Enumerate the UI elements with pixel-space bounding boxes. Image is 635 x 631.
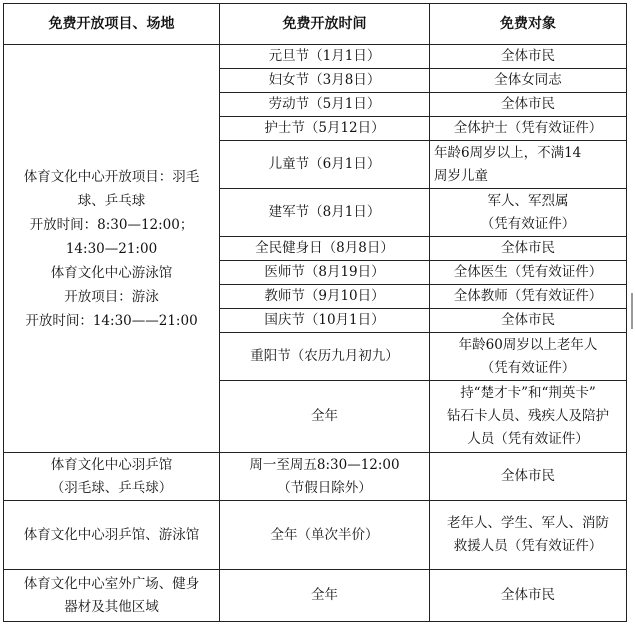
target-cell: 全体市民 [430, 45, 627, 69]
venue-cell [4, 453, 220, 501]
target-line: （凭有效证件） [480, 359, 576, 376]
time-cell [220, 453, 430, 501]
time-cell: 劳动节（5月1日） [220, 93, 430, 117]
time-cell: 元旦节（1月1日） [220, 45, 430, 69]
time-cell: 全年（单次半价） [220, 501, 430, 570]
venue-line: 开放项目：游泳 [64, 288, 159, 305]
time-cell: 全年 [220, 570, 430, 622]
target-cell: 全体教师（凭有效证件） [430, 285, 627, 309]
venue-line: 体育文化中心游泳馆 [50, 264, 173, 281]
target-cell: 全体医生（凭有效证件） [430, 261, 627, 285]
target-cell: 全体市民 [430, 237, 627, 261]
target-line: 军人、军烈属 [487, 192, 569, 209]
target-cell: 全体市民 [430, 453, 627, 501]
free-opening-table [3, 3, 627, 622]
target-line: 年龄6周岁以上，不满14 [434, 144, 582, 161]
target-line: 持“楚才卡”和“荆英卡” [460, 385, 596, 401]
venue-line: （羽毛球、乒乓球） [50, 479, 173, 496]
page-edge-mark [631, 293, 633, 329]
time-cell: 教师节（9月10日） [220, 285, 430, 309]
time-cell: 国庆节（10月1日） [220, 309, 430, 333]
venue-line: 体育文化中心羽乒馆 [50, 456, 173, 473]
venue-line: 球、乒乓球 [77, 192, 146, 209]
time-line: 周一至周五8:30—12:00 [249, 456, 400, 473]
time-cell: 护士节（5月12日） [220, 117, 430, 141]
time-cell: 医师节（8月19日） [220, 261, 430, 285]
header-time: 免费开放时间 [220, 4, 430, 45]
target-line: 年龄60周岁以上老年人 [458, 336, 598, 353]
table-row [4, 501, 627, 570]
target-cell [430, 189, 627, 237]
target-cell [430, 381, 627, 453]
header-row [4, 4, 627, 45]
venue-cell: 体育文化中心羽乒馆、游泳馆 [4, 501, 220, 570]
time-cell: 建军节（8月1日） [220, 189, 430, 237]
venue-line: 开放时间：8:30—12:00； [29, 216, 194, 233]
target-line: 周岁儿童 [434, 167, 488, 184]
venue-cell [4, 570, 220, 622]
time-cell: 全民健身日（8月8日） [220, 237, 430, 261]
venue-line: 器材及其他区域 [64, 598, 159, 615]
target-cell [430, 333, 627, 381]
time-cell: 重阳节（农历九月初九） [220, 333, 430, 381]
venue-line: 体育文化中心室外广场、健身 [23, 575, 200, 592]
target-cell: 全体市民 [430, 93, 627, 117]
target-line: 老年人、学生、军人、消防 [447, 515, 609, 531]
target-cell: 全体市民 [430, 570, 627, 622]
target-cell: 全体护士（凭有效证件） [430, 117, 627, 141]
header-target: 免费对象 [430, 4, 627, 45]
target-cell [430, 501, 627, 570]
target-line: 救援人员（凭有效证件） [453, 538, 603, 554]
time-cell: 妇女节（3月8日） [220, 69, 430, 93]
table-row [4, 570, 627, 622]
header-venue: 免费开放项目、场地 [4, 4, 220, 45]
target-line: 钻石卡人员、残疾人及陪护 [447, 408, 609, 424]
time-cell: 儿童节（6月1日） [220, 141, 430, 189]
venue-line: 开放时间：14:30——21:00 [25, 312, 198, 329]
venue-line: 14:30—21:00 [65, 240, 158, 257]
target-line: （凭有效证件） [480, 215, 576, 232]
target-line: 人员（凭有效证件） [467, 431, 589, 447]
target-cell [430, 141, 627, 189]
time-line: （节假日除外） [277, 479, 372, 496]
time-cell: 全年 [220, 381, 430, 453]
table-row [4, 453, 627, 501]
target-cell: 全体女同志 [430, 69, 627, 93]
sport-center-venue-cell [4, 45, 220, 453]
target-cell: 全体市民 [430, 309, 627, 333]
venue-line: 体育文化中心开放项目：羽毛 [23, 168, 200, 185]
table-row [4, 45, 627, 69]
